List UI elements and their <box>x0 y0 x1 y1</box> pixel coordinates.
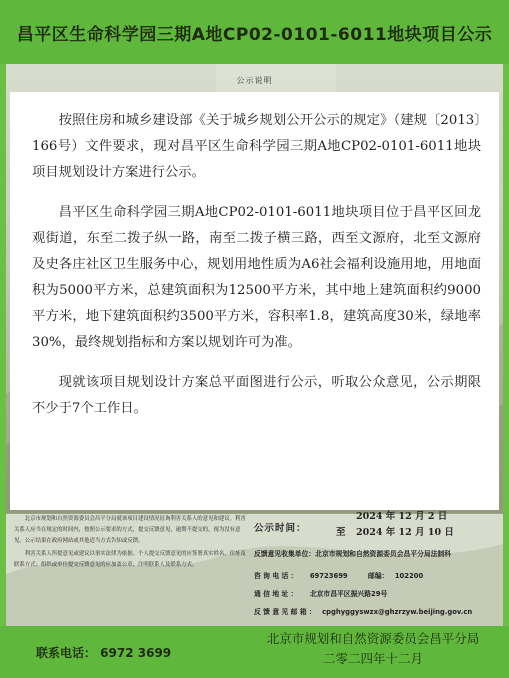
notice-paragraph: 按照住房和城乡建设部《关于城乡规划公开公示的规定》（建规〔2013〕166号）文件要求，现对昌平区生命科学园三期A地CP02-0101-6011地块项目规划设计方案进行公示。 <box>32 113 481 180</box>
publicity-time-label: 公示时间： <box>254 523 307 534</box>
legal-note: 利害关系人所提意见或建议以事实法律为依据。个人提交反馈意见的应签署真实姓名，住址及联系方式；组织或单位提交反馈意见的应加盖公章、注明联系人及联系方式。 <box>14 551 246 568</box>
address-value: 北京市昌平区振兴路29号 <box>309 590 388 598</box>
phone-value: 69723699 <box>309 572 348 580</box>
notice-paragraph: 现就该项目规划设计方案总平面图进行公示，听取公众意见，公示期限不少于7个工作日。 <box>32 375 481 416</box>
email-row <box>254 606 472 616</box>
postcode-value: 102200 <box>394 572 424 580</box>
notice-paragraph: 昌平区生命科学园三期A地CP02-0101-6011地块项目位于昌平区回龙观街道，东至二拨子纵一路，南至二拨子横三路，西至文源府，北至文源府及史各庄社区卫生服务中心，规划用地性质为A6社会福利设施用地，用地面积为5000平方米，总建筑面积为12500平方米，其中地上建筑面积约9000平方米，地下建筑面积约3500平方米，容积率1.8，建筑高度30米，绿地率30%，最终规划指标和方案以规划许可为准。 <box>32 205 481 350</box>
page-title: 昌平区生命科学园三期A地CP02-0101-6011地块项目公示 <box>16 24 493 45</box>
issuer-name: 北京市规划和自然资源委员会昌平分局 <box>266 631 480 646</box>
info-section <box>6 511 503 626</box>
publicity-end-date: 2024 年 12 月 10 日 <box>356 527 454 538</box>
address-row <box>254 588 387 598</box>
legal-notes <box>14 514 246 573</box>
header-bar <box>0 0 509 64</box>
notice-label: 公示说明 <box>236 76 273 85</box>
publicity-start-date: 2024 年 12 月 2 日 <box>356 511 448 522</box>
phone-row <box>254 570 423 580</box>
notice-canvas <box>6 64 503 514</box>
email-value[interactable]: cpghyggyswzx@ghzrzyw.beijing.gov.cn <box>322 608 473 616</box>
feedback-unit-label: 反馈意见收集单位： <box>254 550 316 558</box>
notice-text-box <box>10 92 499 510</box>
address-label: 通 信 地 址 ： <box>254 590 298 598</box>
issue-date: 二零二四年十二月 <box>322 651 423 666</box>
contact-phone: 联系电话： 6972 3699 <box>36 646 172 660</box>
issuer-block <box>248 629 498 669</box>
email-label: 反 馈 意 见 邮 箱 ： <box>254 608 316 616</box>
legal-note: 北京市规划和自然资源委员会昌平分局就该项目建设情况征询利害关系人的意见和建议。利害关系人应当在规定的时间内，按照公示要求的方式，提交反馈意见，逾期不提交的，视为没有意见。公示结果在政府网站或其他适当方式告知或反馈。 <box>14 516 246 544</box>
feedback-unit-value: 北京市规划和自然资源委员会昌平分局法制科 <box>315 550 452 558</box>
footer-bar <box>0 626 509 678</box>
publicity-end-prefix: 至 <box>336 527 346 538</box>
feedback-unit-row <box>254 548 451 558</box>
phone-label: 咨 询 电 话 ： <box>254 572 298 580</box>
postcode-label: 邮编： <box>368 572 389 580</box>
